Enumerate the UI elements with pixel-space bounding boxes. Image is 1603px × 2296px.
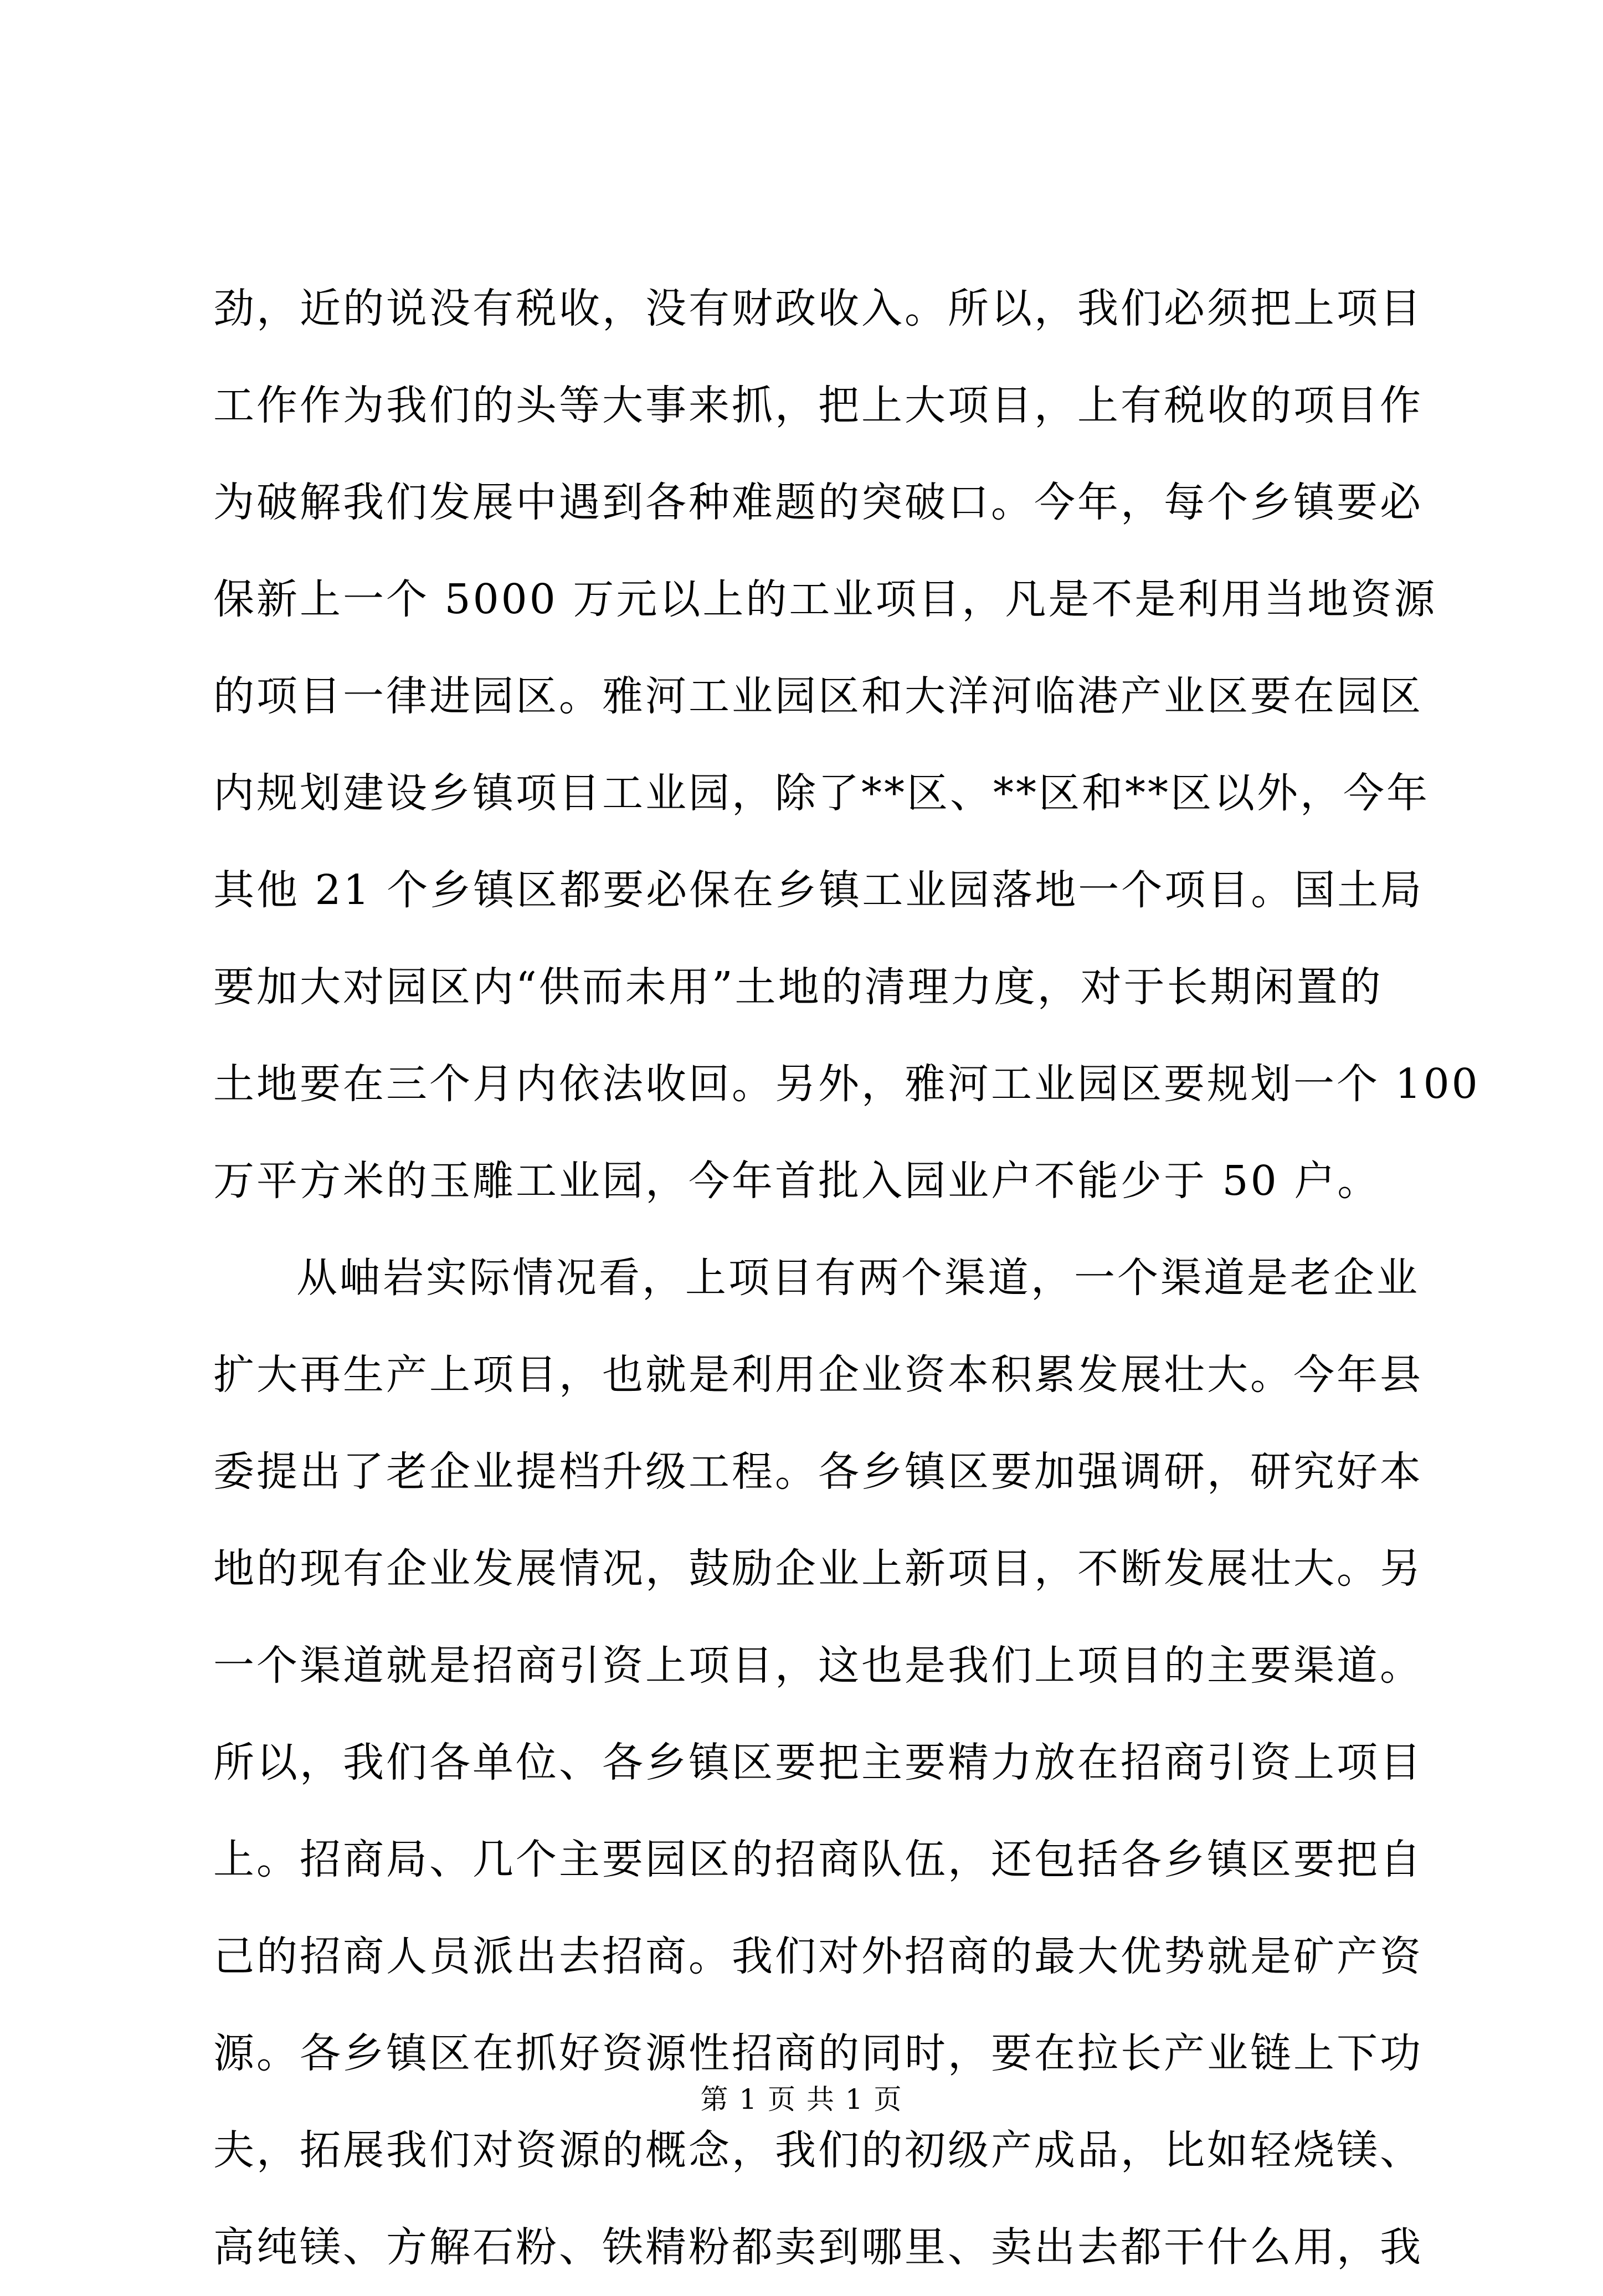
text-line: 土地要在三个月内依法收回。另外，雅河工业园区要规划一个 100 xyxy=(213,1060,1480,1108)
text-line: 保新上一个 5000 万元以上的工业项目，凡是不是利用当地资源 xyxy=(213,576,1437,623)
text-line: 己的招商人员派出去招商。我们对外招商的最大优势就是矿产资 xyxy=(213,1933,1423,1980)
text-line: 内规划建设乡镇项目工业园，除了**区、**区和**区以外，今年 xyxy=(213,769,1430,817)
page-number-label: 第 1 页 共 1 页 xyxy=(700,2083,903,2115)
paragraph-start-line: 从岫岩实际情况看，上项目有两个渠道，一个渠道是老企业 xyxy=(296,1254,1420,1302)
text-line: 夫，拓展我们对资源的概念，我们的初级产成品，比如轻烧镁、 xyxy=(213,2127,1423,2174)
text-line: 为破解我们发展中遇到各种难题的突破口。今年，每个乡镇要必 xyxy=(213,479,1423,526)
text-line: 委提出了老企业提档升级工程。各乡镇区要加强调研，研究好本 xyxy=(213,1448,1423,1496)
text-line: 万平方米的玉雕工业园，今年首批入园业户不能少于 50 户。 xyxy=(213,1157,1381,1205)
text-line: 所以，我们各单位、各乡镇区要把主要精力放在招商引资上项目 xyxy=(213,1739,1423,1786)
text-line: 一个渠道就是招商引资上项目，这也是我们上项目的主要渠道。 xyxy=(213,1642,1423,1689)
text-line: 地的现有企业发展情况，鼓励企业上新项目，不断发展壮大。另 xyxy=(213,1545,1423,1593)
text-line: 源。各乡镇区在抓好资源性招商的同时，要在拉长产业链上下功 xyxy=(213,2030,1423,2077)
text-line: 要加大对园区内“供而未用”土地的清理力度，对于长期闲置的 xyxy=(213,963,1383,1011)
text-line: 工作作为我们的头等大事来抓，把上大项目，上有税收的项目作 xyxy=(213,382,1423,429)
body-text xyxy=(213,260,1480,2296)
text-line: 其他 21 个乡镇区都要必保在乡镇工业园落地一个项目。国土局 xyxy=(213,866,1424,914)
text-line: 劲，近的说没有税收，没有财政收入。所以，我们必须把上项目 xyxy=(213,285,1423,332)
text-line: 高纯镁、方解石粉、铁精粉都卖到哪里、卖出去都干什么用，我 xyxy=(213,2223,1423,2271)
text-line: 上。招商局、几个主要园区的招商队伍，还包括各乡镇区要把自 xyxy=(213,1836,1423,1883)
page-footer xyxy=(0,2083,1603,2116)
text-line: 的项目一律进园区。雅河工业园区和大洋河临港产业区要在园区 xyxy=(213,672,1423,720)
text-line: 扩大再生产上项目，也就是利用企业资本积累发展壮大。今年县 xyxy=(213,1351,1423,1399)
